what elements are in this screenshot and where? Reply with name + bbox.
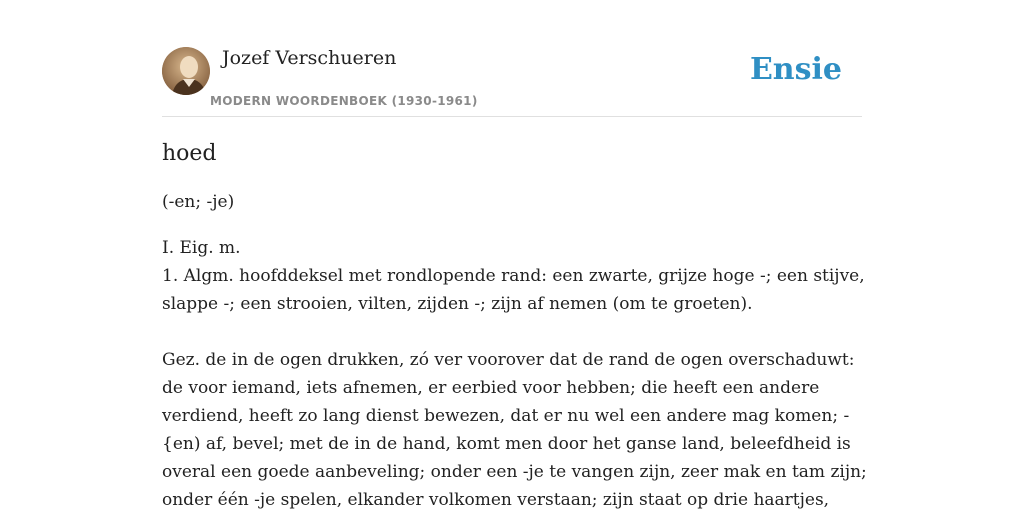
grammar-info: (-en; -je) [162, 192, 235, 212]
definition-line: {en) af, bevel; met de in de hand, komt men door het ganse land, beleefdheid is [162, 434, 851, 454]
definition-line: Gez. de in de ogen drukken, zó ver voorover dat de rand de ogen overschaduwt: [162, 350, 855, 370]
definition-line: verdiend, heeft zo lang dienst bewezen, dat er nu wel een andere mag komen; - [162, 406, 850, 426]
definition-line: overal een goede aanbeveling; onder een -je te vangen zijn, zeer mak en tam zijn; [162, 462, 867, 482]
headword: hoed [162, 141, 217, 166]
definition-line: de voor iemand, iets afnemen, er eerbied voor hebben; die heeft een andere [162, 378, 820, 398]
ensie-logo[interactable]: Ensie [749, 52, 842, 87]
paragraph-break [162, 318, 867, 346]
dictionary-source: MODERN WOORDENBOEK (1930-1961) [210, 94, 478, 108]
portrait-icon [162, 47, 210, 95]
definition-line: onder één -je spelen, elkander volkomen verstaan; zijn staat op drie haartjes, [162, 490, 830, 510]
author-name[interactable]: Jozef Verschueren [222, 47, 397, 69]
definition-line: I. Eig. m. [162, 238, 241, 258]
definition [162, 234, 867, 512]
header [162, 46, 862, 117]
definition-line: 1. Algm. hoofddeksel met rondlopende rand: een zwarte, grijze hoge -; een stijve, [162, 266, 865, 286]
entry-content [162, 138, 867, 512]
author-avatar[interactable] [162, 47, 210, 95]
definition-line: slappe -; een strooien, vilten, zijden -; zijn af nemen (om te groeten). [162, 294, 753, 314]
